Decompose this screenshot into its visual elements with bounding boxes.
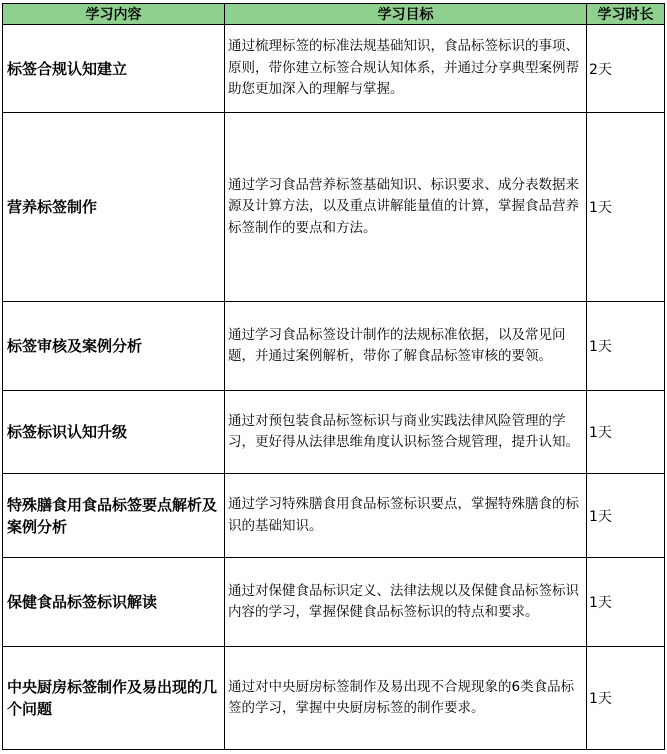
row-goal: 通过学习食品标签设计制作的法规标准依据，以及常见问题，并通过案例解析，带你了解食品标签审核的要领。	[225, 302, 587, 391]
table-row	[3, 558, 665, 647]
table-row	[3, 302, 665, 391]
row-duration: 1天	[587, 302, 665, 391]
row-goal: 通过对预包装食品标签标识与商业实践法律风险管理的学习，更好得从法律思维角度认识标签合规管理，提升认知。	[225, 391, 587, 474]
table-header-row	[3, 4, 665, 25]
table-row	[3, 25, 665, 113]
row-content: 特殊膳食用食品标签要点解析及案例分析	[3, 474, 225, 558]
row-goal: 通过对保健食品标识定义、法律法规以及保健食品标签标识内容的学习，掌握保健食品标签标识的特点和要求。	[225, 558, 587, 647]
header-content: 学习内容	[3, 4, 225, 25]
table-row	[3, 391, 665, 474]
row-duration: 1天	[587, 391, 665, 474]
row-duration: 1天	[587, 474, 665, 558]
row-content: 标签标识认知升级	[3, 391, 225, 474]
row-duration: 1天	[587, 558, 665, 647]
table-row	[3, 113, 665, 302]
row-content: 保健食品标签标识解读	[3, 558, 225, 647]
row-content: 中央厨房标签制作及易出现的几个问题	[3, 647, 225, 750]
table-row	[3, 647, 665, 750]
table-row	[3, 474, 665, 558]
row-content: 标签合规认知建立	[3, 25, 225, 113]
row-goal: 通过对中央厨房标签制作及易出现不合规现象的6类食品标签的学习，掌握中央厨房标签的制作要求。	[225, 647, 587, 750]
header-duration: 学习时长	[587, 4, 665, 25]
row-duration: 2天	[587, 25, 665, 113]
row-goal: 通过梳理标签的标准法规基础知识，食品标签标识的事项、原则，带你建立标签合规认知体系，并通过分享典型案例帮助您更加深入的理解与掌握。	[225, 25, 587, 113]
row-goal: 通过学习食品营养标签基础知识、标识要求、成分表数据来源及计算方法，以及重点讲解能量值的计算，掌握食品营养标签制作的要点和方法。	[225, 113, 587, 302]
row-duration: 1天	[587, 113, 665, 302]
row-content: 标签审核及案例分析	[3, 302, 225, 391]
row-duration: 1天	[587, 647, 665, 750]
course-table	[2, 3, 665, 750]
row-content: 营养标签制作	[3, 113, 225, 302]
row-goal: 通过学习特殊膳食用食品标签标识要点，掌握特殊膳食的标识的基础知识。	[225, 474, 587, 558]
header-goal: 学习目标	[225, 4, 587, 25]
